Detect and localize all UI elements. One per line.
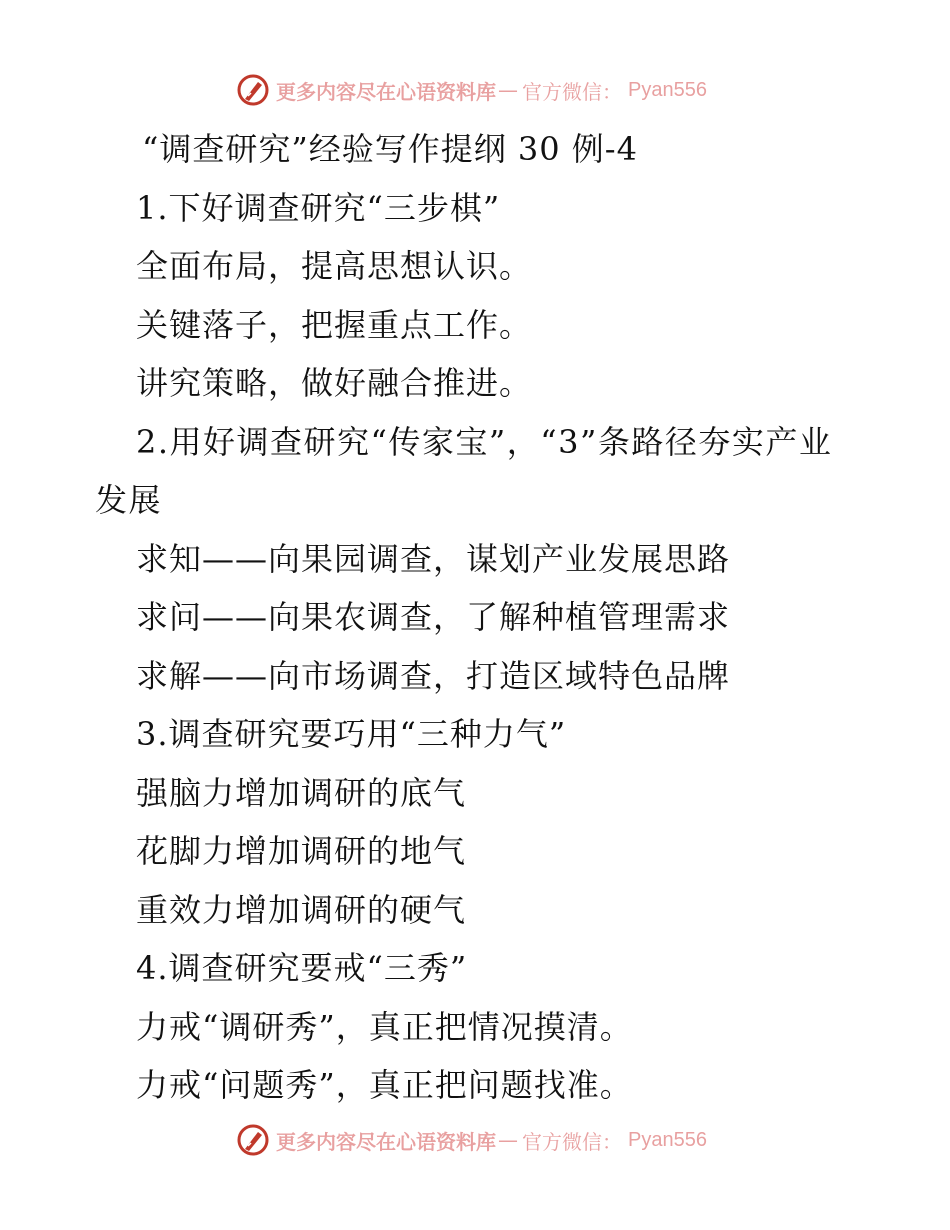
paragraph-line: 重效力增加调研的硬气	[136, 890, 467, 929]
document-body	[95, 120, 855, 1115]
paragraph-line: 力戒“问题秀”，真正把问题找准。	[136, 1066, 633, 1104]
watermark-contact-label: 官方微信：	[522, 79, 622, 104]
paragraph-line: 关键落子，把握重点工作。	[136, 305, 533, 344]
paragraph-line: 力戒“调研秀”，真正把情况摸清。	[136, 1007, 633, 1046]
header-watermark	[236, 73, 707, 107]
watermark-dash: —	[498, 1128, 518, 1152]
section-heading-2: 2.用好调查研究“传家宝”，“3”条路径夯实产业发展	[95, 422, 833, 519]
paragraph-line: 求问——向果农调查，了解种植管理需求	[136, 598, 731, 636]
quill-pen-logo-icon	[236, 73, 270, 107]
paragraph-line: 强脑力增加调研的底气	[136, 773, 467, 812]
watermark-contact-id: Pyan556	[628, 1128, 707, 1151]
paragraph-line: 求知——向果园调查，谋划产业发展思路	[136, 539, 731, 578]
watermark-dash: —	[498, 78, 518, 102]
watermark-text: 更多内容尽在心语资料库	[276, 1129, 496, 1154]
section-heading-1: 1.下好调查研究“三步棋”	[136, 188, 501, 227]
paragraph-line: 全面布局，提高思想认识。	[136, 247, 533, 285]
watermark-contact-label: 官方微信：	[522, 1129, 622, 1154]
section-heading-4: 4.调查研究要戒“三秀”	[136, 949, 468, 987]
section-heading-3: 3.调查研究要巧用“三种力气”	[136, 715, 567, 753]
quill-pen-logo-icon	[236, 1123, 270, 1157]
paragraph-line: 求解——向市场调查，打造区域特色品牌	[136, 656, 731, 695]
watermark-contact-id: Pyan556	[628, 78, 707, 101]
document-title: “调查研究”经验写作提纲 30 例-4	[142, 130, 638, 168]
footer-watermark	[236, 1123, 707, 1157]
paragraph-line: 讲究策略，做好融合推进。	[136, 364, 533, 402]
watermark-text: 更多内容尽在心语资料库	[276, 79, 496, 104]
paragraph-line: 花脚力增加调研的地气	[136, 832, 467, 870]
